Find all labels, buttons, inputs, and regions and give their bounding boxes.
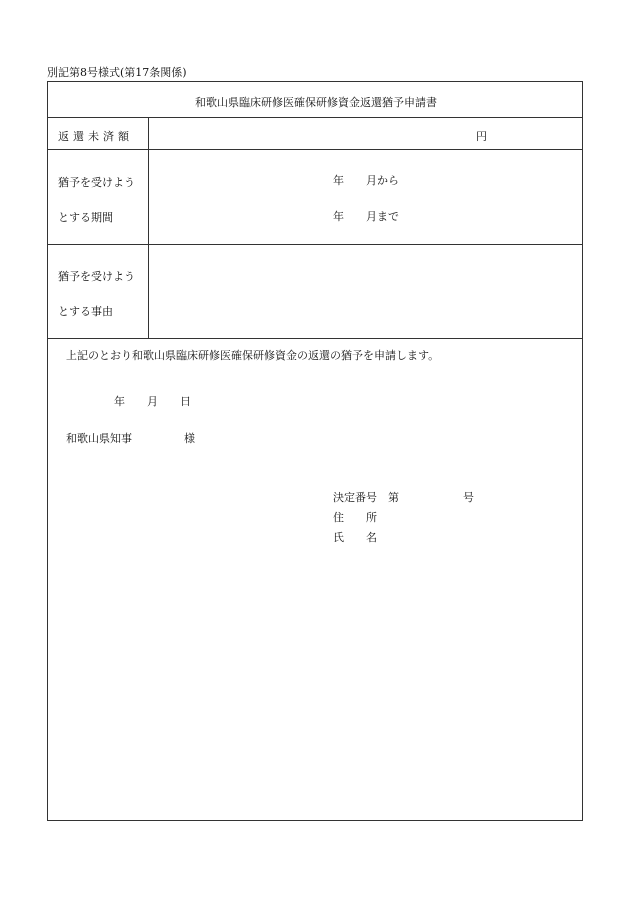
address-label: 住 所 [333, 511, 377, 524]
application-statement: 上記のとおり和歌山県臨床研修医確保研修資金の返還の猶予を申請します。 [66, 349, 440, 362]
row-divider-3 [48, 338, 582, 339]
deferral-reason-label-line1: 猶予を受けよう [58, 270, 135, 283]
label-column-divider [148, 117, 149, 338]
deferral-reason-label-line2: とする事由 [58, 305, 113, 318]
form-title: 和歌山県臨床研修医確保研修資金返還猶予申請書 [195, 96, 437, 109]
deferral-period-label-line1: 猶予を受けよう [58, 176, 135, 189]
period-from-field[interactable]: 年 月から [333, 174, 399, 187]
row-divider-2 [48, 244, 582, 245]
unpaid-amount-unit: 円 [476, 130, 487, 143]
unpaid-amount-label: 返還未済額 [58, 130, 133, 143]
period-to-field[interactable]: 年 月まで [333, 210, 399, 223]
deferral-period-label-line2: とする期間 [58, 211, 113, 224]
decision-number-suffix: 号 [463, 491, 474, 504]
form-number-note: 別記第8号様式(第17条関係) [47, 66, 187, 79]
title-divider [48, 117, 582, 118]
decision-number-label: 決定番号 第 [333, 491, 399, 504]
application-date-field[interactable]: 年 月 日 [114, 395, 191, 408]
deferral-reason-field[interactable] [158, 252, 574, 332]
row-divider-1 [48, 149, 582, 150]
name-label: 氏 名 [333, 531, 377, 544]
addressee: 和歌山県知事 [66, 432, 132, 445]
application-form [47, 81, 583, 821]
addressee-honorific: 様 [184, 432, 195, 445]
